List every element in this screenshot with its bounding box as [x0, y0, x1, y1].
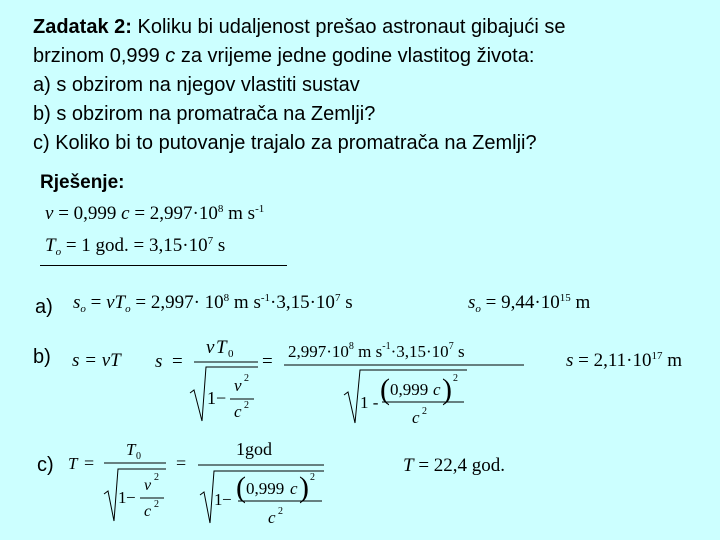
- given-v-unit: m s: [223, 203, 256, 224]
- a-vT: vT: [106, 292, 126, 313]
- b-c-2: c: [412, 408, 420, 427]
- b-eq-1: =: [172, 351, 183, 372]
- b-paren-open: (: [380, 373, 390, 406]
- given-underline: [40, 265, 287, 266]
- task-line-3: a) s obzirom na njegov vlastiti sustav: [33, 74, 360, 96]
- given-v-exp: 8: [217, 203, 224, 215]
- c-num2: 1god: [236, 439, 272, 459]
- a-rest4: s: [340, 292, 353, 313]
- part-a-equation: [73, 292, 353, 314]
- a-eq: =: [85, 292, 107, 313]
- given-v-unit-exp: -1: [255, 203, 265, 215]
- task-statement: [33, 13, 566, 158]
- b-paren-exp: 2: [453, 373, 458, 384]
- c-one-2: 1: [214, 490, 223, 509]
- b-res-val: = 2,11·10: [573, 350, 652, 371]
- c-paren-open: (: [236, 471, 246, 504]
- part-b-fraction-1: [150, 335, 270, 445]
- a-exp2: -1: [260, 292, 271, 304]
- part-c-label: c): [37, 454, 54, 476]
- task-label: Zadatak 2:: [33, 16, 132, 38]
- a-res-unit: m: [570, 292, 591, 313]
- part-b-equation-1: s = vT: [72, 350, 121, 371]
- given-v-c: c: [121, 203, 130, 224]
- b-eq-2: =: [262, 351, 273, 372]
- c-one-1: 1: [118, 488, 127, 507]
- given-t-var: T: [45, 235, 56, 256]
- given-t-sub: o: [55, 246, 62, 258]
- task-line-1: [33, 13, 566, 42]
- c-v: v: [144, 477, 152, 494]
- given-t-mid: = 1 god. = 3,15·10: [61, 235, 208, 256]
- c-c2-exp: 2: [278, 506, 283, 517]
- a-res-sub: o: [475, 303, 481, 315]
- b-v-1: v: [234, 376, 242, 395]
- task-line-1-text: Koliku bi udaljenost prešao astronaut gibajući se: [131, 16, 566, 38]
- task-line-2-a: brzinom 0,999: [33, 45, 166, 67]
- b-c2-exp: 2: [422, 406, 427, 417]
- given-t-exp: 7: [207, 235, 214, 247]
- b-one-minus-2: 1 -: [360, 393, 379, 412]
- a-rest1: = 2,997· 10: [130, 292, 224, 313]
- task-line-4: b) s obzirom na promatrača na Zemlji?: [33, 103, 376, 125]
- c-T: T: [68, 454, 78, 473]
- given-v-mid: = 0,999: [53, 203, 122, 224]
- a-rest2: m s: [229, 292, 261, 313]
- part-a-result: [468, 292, 590, 314]
- b-c-1: c: [234, 402, 242, 421]
- part-a-label: a): [35, 296, 53, 318]
- a-s: s: [73, 292, 81, 313]
- a-exp3: 7: [334, 292, 341, 304]
- b-num1-sub: 0: [228, 348, 234, 360]
- part-b-result: [566, 350, 682, 372]
- c-eq-2: =: [176, 453, 187, 473]
- b-res-unit: m: [662, 350, 683, 371]
- c-c-2: c: [268, 508, 276, 527]
- b-num2: $2,997\cdot 10^8$ m $s^{-1}\cdot 3,15\cdot 10^7$ s: [288, 341, 465, 361]
- a-res-val: = 9,44·10: [480, 292, 560, 313]
- task-line-5: c) Koliko bi to putovanje trajalo za promatrača na Zemlji?: [33, 132, 537, 154]
- b-num1-v: v: [206, 337, 215, 358]
- a-res-exp: 15: [559, 292, 571, 304]
- task-line-2: [33, 42, 566, 71]
- part-c-result: [403, 455, 505, 477]
- b-c-exp: 2: [244, 400, 249, 411]
- solution-heading: Rješenje:: [40, 172, 125, 193]
- given-time: [45, 235, 225, 257]
- b-paren-val: 0,999: [390, 380, 429, 399]
- c-res-T: T: [403, 455, 414, 476]
- b-res-s: s: [566, 350, 574, 371]
- task-line-2-b: za vrijeme jedne godine vlastitog života:: [175, 45, 535, 67]
- part-b-fraction-2: [262, 335, 532, 445]
- a-rest3: ·3,15·10: [270, 292, 335, 313]
- part-c-fraction-2: [174, 437, 344, 537]
- task-line-2-c: c: [165, 45, 176, 67]
- c-T0: T: [126, 440, 136, 459]
- c-v-exp: 2: [154, 472, 159, 483]
- part-c-fraction-1: [66, 437, 186, 537]
- b-res-exp: 17: [651, 350, 663, 362]
- c-c-exp: 2: [154, 499, 159, 510]
- given-velocity: [45, 203, 264, 225]
- given-t-unit: s: [213, 235, 226, 256]
- c-T0-sub: 0: [136, 451, 141, 462]
- b-paren-close: ): [442, 373, 452, 406]
- a-res-s: s: [468, 292, 476, 313]
- c-paren-c: c: [290, 479, 298, 498]
- b-paren-c: c: [433, 380, 441, 399]
- c-eq-1: =: [84, 453, 95, 473]
- part-b-label: b): [33, 346, 51, 368]
- c-c-1: c: [144, 503, 152, 520]
- given-v-var: v: [45, 203, 54, 224]
- b-minus-1: −: [216, 388, 227, 408]
- c-paren-close: ): [299, 471, 309, 504]
- b-v-exp: 2: [244, 373, 249, 384]
- a-T-sub: o: [125, 303, 131, 315]
- c-minus-2: −: [222, 490, 232, 509]
- given-v-val: = 2,997·10: [129, 203, 218, 224]
- b-one-1: 1: [207, 388, 216, 408]
- b-num1-T: T: [216, 337, 227, 358]
- c-res-val: = 22,4 god.: [413, 455, 506, 476]
- a-exp1: 8: [223, 292, 230, 304]
- c-minus-1: −: [126, 488, 136, 507]
- c-paren-val: 0,999: [246, 479, 285, 498]
- c-paren-exp: 2: [310, 472, 315, 483]
- a-s-sub: o: [80, 303, 86, 315]
- b-s-lhs: s: [155, 351, 163, 372]
